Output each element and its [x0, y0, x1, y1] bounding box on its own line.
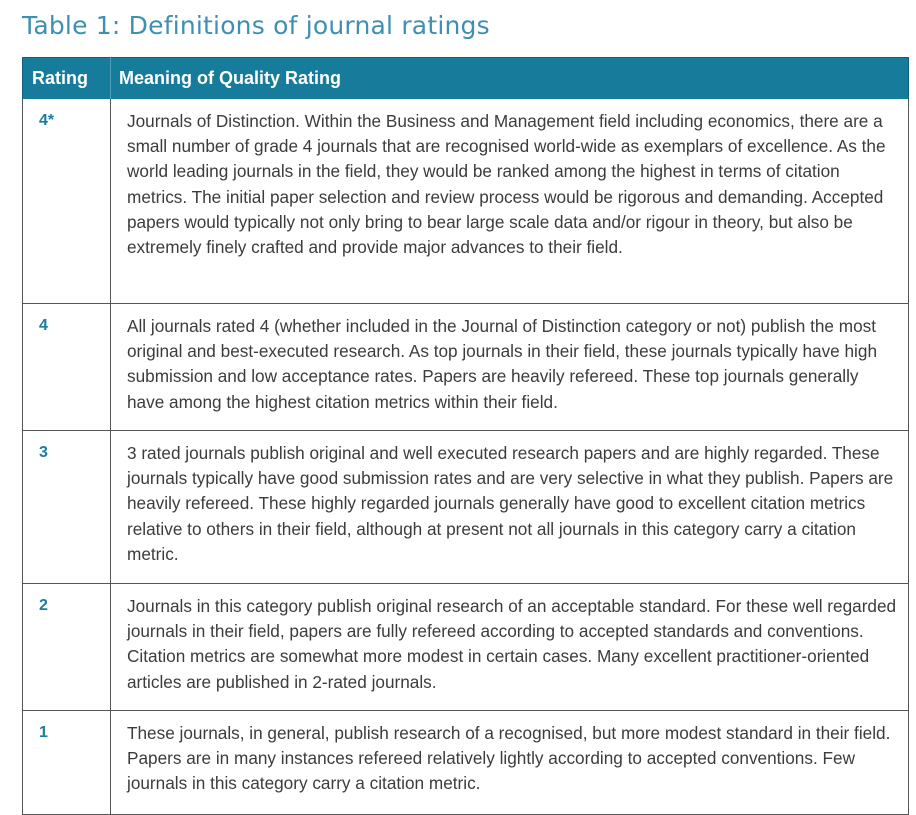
meaning-cell: All journals rated 4 (whether included in the Journal of Distinction category or not) publish the most original and best-executed research. As top journals in their field, these journals typically have high submission and low acceptance rates. Papers are heavily refereed. These top journals generally have among the highest citation metrics within their field.: [111, 304, 909, 431]
rating-cell: 3: [23, 431, 111, 584]
meaning-column-header: Meaning of Quality Rating: [111, 58, 909, 100]
table-title: Table 1: Definitions of journal ratings: [22, 11, 490, 40]
rating-cell: 1: [23, 711, 111, 815]
table-body: [23, 99, 909, 815]
table-header: [23, 58, 909, 100]
rating-column-header: Rating: [23, 58, 111, 100]
meaning-cell: Journals of Distinction. Within the Business and Management field including economics, there are a small number of grade 4 journals that are recognised world-wide as exemplars of excellence. As the world leading journals in the field, they would be ranked among the highest in terms of citation metrics. The initial paper selection and review process would be rigorous and demanding. Accepted papers would typically not only bring to bear large scale data and/or rigour in theory, but also be extremely finely crafted and provide major advances to their field.: [111, 99, 909, 304]
table-row: [23, 711, 909, 815]
table-row: [23, 304, 909, 431]
table-row: [23, 99, 909, 304]
table-row: [23, 584, 909, 711]
rating-cell: 4*: [23, 99, 111, 304]
ratings-table: [22, 57, 909, 815]
meaning-cell: These journals, in general, publish research of a recognised, but more modest standard in their field. Papers are in many instances refereed relatively lightly according to accepted conventions. Few journals in this category carry a citation metric.: [111, 711, 909, 815]
meaning-cell: 3 rated journals publish original and well executed research papers and are highly regarded. These journals typically have good submission rates and are very selective in what they publish. Papers are heavily refereed. These highly regarded journals generally have good to excellent citation metrics relative to others in their field, although at present not all journals in this category carry a citation metric.: [111, 431, 909, 584]
header-row: [23, 58, 909, 100]
rating-cell: 4: [23, 304, 111, 431]
table-row: [23, 431, 909, 584]
meaning-cell: Journals in this category publish original research of an acceptable standard. For these well regarded journals in their field, papers are fully refereed according to accepted standards and conventions. Citation metrics are somewhat more modest in certain cases. Many excellent practitioner-oriented articles are published in 2-rated journals.: [111, 584, 909, 711]
rating-cell: 2: [23, 584, 111, 711]
